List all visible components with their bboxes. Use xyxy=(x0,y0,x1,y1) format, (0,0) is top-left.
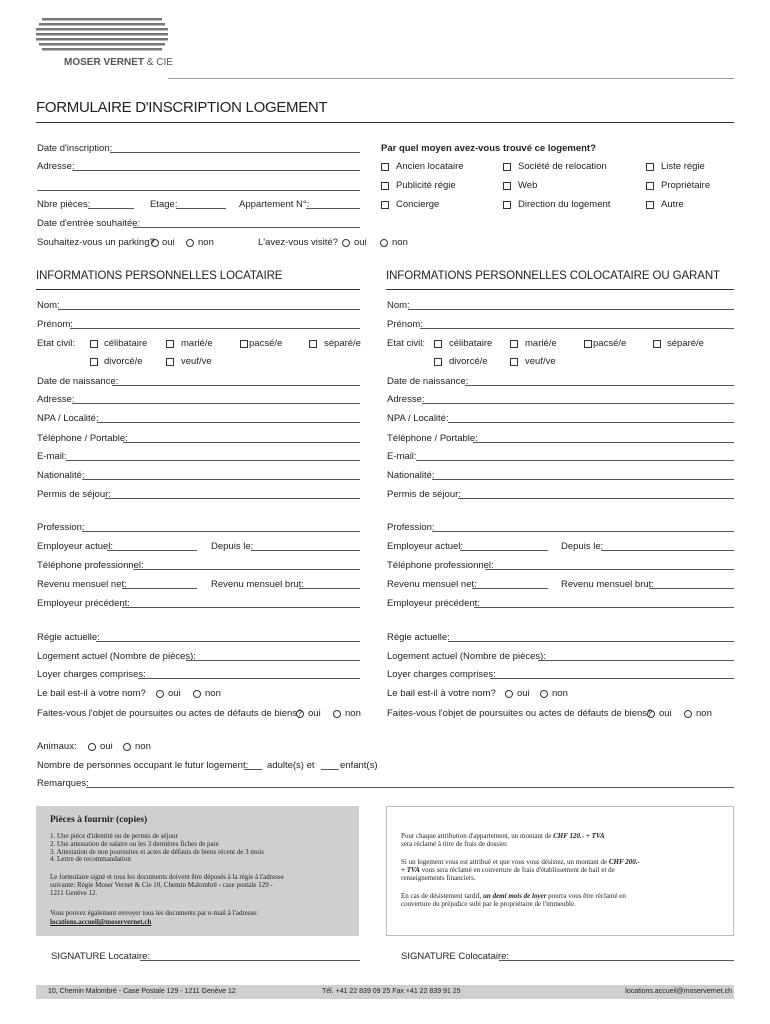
loc-npa-label: NPA / Localité: xyxy=(37,413,99,424)
col-employeur-precedent-field[interactable] xyxy=(474,607,734,608)
loc-employeur-actuel-label: Employeur actuel: xyxy=(37,541,114,552)
col-pacse-checkbox[interactable] xyxy=(584,340,592,348)
footer-email[interactable]: locations.accueil@moservernet.ch xyxy=(625,988,732,995)
loc-bail-oui-label: oui xyxy=(168,688,181,699)
colocataire-header: INFORMATIONS PERSONNELLES COLOCATAIRE OU GARANT xyxy=(386,270,720,282)
enfants-label: enfant(s) xyxy=(340,760,378,771)
loc-etat-option: divorcé/e xyxy=(104,356,143,367)
pieces-para-line: 1211 Genève 12. xyxy=(50,888,98,897)
date-inscription-field[interactable] xyxy=(110,152,360,153)
col-profession-label: Profession: xyxy=(387,522,435,533)
pieces-email-paragraph xyxy=(50,909,258,927)
nbre-pieces-field[interactable] xyxy=(88,208,134,209)
loc-permis-label: Permis de séjour: xyxy=(37,489,111,500)
col-date-naissance-field[interactable] xyxy=(465,385,734,386)
frais-p3-amount: un demi mois de loyer xyxy=(483,892,547,900)
col-logement-field[interactable] xyxy=(538,660,734,661)
adresse-field-2[interactable] xyxy=(37,190,360,191)
nombre-personnes-label: Nombre de personnes occupant le futur logement: xyxy=(37,760,249,771)
loc-poursuites-non-label: non xyxy=(345,708,361,719)
loc-bail-non-label: non xyxy=(205,688,221,699)
loc-prenom-field[interactable] xyxy=(70,328,360,329)
loc-divorce-checkbox[interactable] xyxy=(90,358,98,366)
col-revenu-net-field[interactable] xyxy=(472,588,548,589)
visite-question: L'avez-vous visité? xyxy=(258,237,338,248)
loc-logement-label: Logement actuel (Nombre de pièces): xyxy=(37,651,196,662)
loc-nom-label: Nom: xyxy=(37,300,60,311)
col-email-label: E-mail: xyxy=(387,451,417,462)
signature-locataire-label: SIGNATURE Locataire: xyxy=(51,951,151,962)
parking-oui-label: oui xyxy=(162,237,175,248)
col-loyer-label: Loyer charges comprises: xyxy=(387,669,496,680)
col-permis-field[interactable] xyxy=(458,498,734,499)
visite-oui-radio[interactable] xyxy=(342,239,350,247)
col-prenom-label: Prénom: xyxy=(387,319,423,330)
page-title: FORMULAIRE D'INSCRIPTION LOGEMENT xyxy=(36,99,328,116)
source-option: Autre xyxy=(661,199,684,210)
col-poursuites-oui-label: oui xyxy=(659,708,672,719)
col-bail-oui-label: oui xyxy=(517,688,530,699)
loc-tel-pro-label: Téléphone professionnel: xyxy=(37,560,144,571)
pieces-email-link[interactable]: locations.accueil@moservernet.ch xyxy=(50,918,152,926)
col-nom-label: Nom: xyxy=(387,300,410,311)
loc-depuis-field[interactable] xyxy=(251,550,360,551)
loc-logement-field[interactable] xyxy=(186,660,360,661)
visite-oui-label: oui xyxy=(354,237,367,248)
signature-locataire-field[interactable] xyxy=(140,960,360,961)
header-rule xyxy=(168,78,734,79)
loc-veuf-checkbox[interactable] xyxy=(166,358,174,366)
frais-p3 xyxy=(401,893,626,909)
frais-p3-line2: couverture du préjudice subi par le propriétaire de l'immeuble. xyxy=(401,899,576,908)
pieces-box xyxy=(36,806,359,936)
source-option: Web xyxy=(518,180,538,191)
col-celibataire-checkbox[interactable] xyxy=(434,340,442,348)
frais-p1-amount: CHF 120.- + TVA xyxy=(553,832,605,840)
col-nationalite-field[interactable] xyxy=(432,479,734,480)
loc-celibataire-checkbox[interactable] xyxy=(90,340,98,348)
loc-etat-option: marié/e xyxy=(181,338,213,349)
loc-bail-question: Le bail est-il à votre nom? xyxy=(37,688,146,699)
col-permis-label: Permis de séjour: xyxy=(387,489,461,500)
etage-label: Etage: xyxy=(150,199,178,210)
source-societe-relocation-checkbox[interactable] xyxy=(503,163,511,171)
loc-regie-label: Régie actuelle: xyxy=(37,632,100,643)
loc-permis-field[interactable] xyxy=(105,498,360,499)
etage-field[interactable] xyxy=(176,208,226,209)
loc-profession-label: Profession: xyxy=(37,522,85,533)
source-autre-checkbox[interactable] xyxy=(646,201,654,209)
frais-p1-line2: sera réclamé à titre de frais de dossier. xyxy=(401,839,508,848)
col-nationalite-label: Nationalité: xyxy=(387,470,435,481)
loc-date-naissance-label: Date de naissance: xyxy=(37,376,119,387)
col-etat-option: séparé/e xyxy=(667,338,704,349)
pieces-item: 3. Attestation de non poursuites et actes de défauts de biens récent de 3 mois xyxy=(50,847,265,856)
footer-phone: Tél. +41 22 839 09 25 Fax +41 22 839 91 25 xyxy=(322,988,461,995)
loc-employeur-actuel-field[interactable] xyxy=(107,550,197,551)
loc-revenu-brut-label: Revenu mensuel brut: xyxy=(211,579,304,590)
col-poursuites-non-radio[interactable] xyxy=(684,710,692,718)
col-revenu-net-label: Revenu mensuel net: xyxy=(387,579,477,590)
loc-poursuites-non-radio[interactable] xyxy=(333,710,341,718)
loc-etat-option: séparé/e xyxy=(324,338,361,349)
col-telephone-label: Téléphone / Portable: xyxy=(387,433,478,444)
visite-non-radio[interactable] xyxy=(380,239,388,247)
parking-oui-radio[interactable] xyxy=(151,239,159,247)
loc-telephone-field[interactable] xyxy=(123,442,360,443)
loc-employeur-precedent-label: Employeur précédent: xyxy=(37,598,130,609)
locataire-header-rule xyxy=(36,289,360,290)
col-etat-option: célibataire xyxy=(449,338,493,349)
source-option: Publicité régie xyxy=(396,180,456,191)
animaux-non-label: non xyxy=(135,741,151,752)
animaux-oui-label: oui xyxy=(100,741,113,752)
loc-poursuites-oui-label: oui xyxy=(308,708,321,719)
col-etat-option: pacsé/e xyxy=(593,338,627,349)
col-divorce-checkbox[interactable] xyxy=(434,358,442,366)
col-bail-question: Le bail est-il à votre nom? xyxy=(387,688,496,699)
loc-separe-checkbox[interactable] xyxy=(309,340,317,348)
col-regie-field[interactable] xyxy=(448,641,734,642)
loc-nationalite-field[interactable] xyxy=(82,479,360,480)
remarques-field[interactable] xyxy=(86,787,734,788)
loc-etat-civil-label: Etat civil: xyxy=(37,338,76,349)
appartement-label: Appartement N°: xyxy=(239,199,310,210)
col-etat-option: veuf/ve xyxy=(525,356,556,367)
loc-poursuites-question: Faites-vous l'objet de poursuites ou actes de défauts de biens? xyxy=(37,708,303,719)
pieces-item: 2. Une attestation de salaire ou les 3 dernières fiches de paie xyxy=(50,839,219,848)
source-question: Par quel moyen avez-vous trouvé ce logement? xyxy=(381,143,596,154)
loc-email-field[interactable] xyxy=(66,460,360,461)
col-email-field[interactable] xyxy=(416,460,734,461)
loc-revenu-net-field[interactable] xyxy=(122,588,197,589)
pieces-item: 4. Lettre de recommandation xyxy=(50,855,131,864)
col-npa-label: NPA / Localité: xyxy=(387,413,449,424)
loc-pacse-checkbox[interactable] xyxy=(240,340,248,348)
logo-brand: MOSER VERNET xyxy=(64,57,145,68)
date-inscription-label: Date d'inscription: xyxy=(37,143,113,154)
col-poursuites-oui-radio[interactable] xyxy=(647,710,655,718)
loc-loyer-field[interactable] xyxy=(138,678,360,679)
loc-prenom-label: Prénom: xyxy=(37,319,73,330)
col-telephone-field[interactable] xyxy=(473,442,734,443)
pieces-item: 1. Une pièce d'identité ou de permis de séjour xyxy=(50,832,178,840)
loc-revenu-net-label: Revenu mensuel net: xyxy=(37,579,127,590)
adresse-field[interactable] xyxy=(72,170,360,171)
col-marie-checkbox[interactable] xyxy=(510,340,518,348)
loc-telephone-label: Téléphone / Portable: xyxy=(37,433,128,444)
loc-profession-field[interactable] xyxy=(82,531,360,532)
source-option: Liste régie xyxy=(661,161,705,172)
pieces-paragraph xyxy=(50,874,284,897)
loc-nom-field[interactable] xyxy=(58,309,360,310)
col-revenu-brut-label: Revenu mensuel brut: xyxy=(561,579,654,590)
date-entree-label: Date d'entrée souhaitée: xyxy=(37,218,141,229)
appartement-field[interactable] xyxy=(306,208,360,209)
adultes-label: adulte(s) et xyxy=(267,760,315,771)
col-depuis-field[interactable] xyxy=(601,550,734,551)
loc-employeur-precedent-field[interactable] xyxy=(122,607,360,608)
footer-bar xyxy=(36,985,734,999)
loc-adresse-label: Adresse: xyxy=(37,394,75,405)
col-logement-label: Logement actuel (Nombre de pièces): xyxy=(387,651,546,662)
source-proprietaire-checkbox[interactable] xyxy=(646,182,654,190)
col-employeur-actuel-field[interactable] xyxy=(460,550,548,551)
pieces-para-line: suivante: Régie Moser Vernet & Cie 10, Chemin Malombré - case postale 129 - xyxy=(50,880,273,889)
loc-date-naissance-field[interactable] xyxy=(112,385,360,386)
col-poursuites-non-label: non xyxy=(696,708,712,719)
source-option: Concierge xyxy=(396,199,440,210)
pieces-para-line: Le formulaire signé et tous les documents doivent être déposés à la régie à l'adresse xyxy=(50,873,284,881)
loc-etat-option: célibataire xyxy=(104,338,148,349)
col-poursuites-question: Faites-vous l'objet de poursuites ou actes de défauts de biens? xyxy=(387,708,653,719)
col-adresse-field[interactable] xyxy=(422,403,734,404)
pieces-title: Pièces à fournir (copies) xyxy=(50,815,148,825)
col-profession-field[interactable] xyxy=(432,531,734,532)
col-employeur-precedent-label: Employeur précédent: xyxy=(387,598,480,609)
parking-question: Souhaitez-vous un parking? xyxy=(37,237,155,248)
logo-stripes-icon xyxy=(36,18,168,54)
col-etat-option: marié/e xyxy=(525,338,557,349)
loc-email-label: E-mail: xyxy=(37,451,67,462)
col-npa-field[interactable] xyxy=(448,422,734,423)
animaux-label: Animaux: xyxy=(37,741,77,752)
frais-p1 xyxy=(401,833,605,849)
logo-text xyxy=(64,57,173,69)
col-regie-label: Régie actuelle: xyxy=(387,632,450,643)
loc-bail-non-radio[interactable] xyxy=(193,690,201,698)
logo-suffix: & CIE xyxy=(146,57,173,68)
col-separe-checkbox[interactable] xyxy=(653,340,661,348)
col-bail-non-radio[interactable] xyxy=(540,690,548,698)
source-publicite-regie-checkbox[interactable] xyxy=(381,182,389,190)
frais-p2-tva: + TVA xyxy=(401,865,420,874)
source-option: Société de relocation xyxy=(518,161,607,172)
loc-nationalite-label: Nationalité: xyxy=(37,470,85,481)
nbre-pieces-label: Nbre pièces: xyxy=(37,199,91,210)
source-direction-logement-checkbox[interactable] xyxy=(503,201,511,209)
footer-address: 10, Chemin Malombré - Case Postale 129 - 1211 Genève 12 xyxy=(48,988,236,995)
frais-p3-text: En cas de désistement tardif, xyxy=(401,892,484,900)
frais-p2 xyxy=(401,859,640,882)
col-adresse-label: Adresse: xyxy=(387,394,425,405)
col-bail-non-label: non xyxy=(552,688,568,699)
col-date-naissance-label: Date de naissance: xyxy=(387,376,469,387)
col-employeur-actuel-label: Employeur actuel: xyxy=(387,541,464,552)
col-depuis-label: Depuis le: xyxy=(561,541,604,552)
col-revenu-brut-field[interactable] xyxy=(649,588,734,589)
loc-revenu-brut-field[interactable] xyxy=(299,588,360,589)
signature-colocataire-label: SIGNATURE Colocataire: xyxy=(401,951,510,962)
loc-tel-pro-field[interactable] xyxy=(133,569,360,570)
date-entree-field[interactable] xyxy=(133,227,360,228)
colocataire-header-rule xyxy=(386,289,734,290)
visite-non-label: non xyxy=(392,237,408,248)
animaux-oui-radio[interactable] xyxy=(88,743,96,751)
frais-p3-text-b: pourra vous être réclamé en xyxy=(546,892,626,900)
signature-colocataire-field[interactable] xyxy=(499,960,734,961)
enfants-field[interactable] xyxy=(321,769,339,770)
adultes-field[interactable] xyxy=(244,769,262,770)
col-bail-oui-radio[interactable] xyxy=(505,690,513,698)
col-tel-pro-label: Téléphone professionnel: xyxy=(387,560,494,571)
source-option: Direction du logement xyxy=(518,199,611,210)
frais-p2-line3: renseignements financiers. xyxy=(401,873,476,882)
source-concierge-checkbox[interactable] xyxy=(381,201,389,209)
frais-p2-text: Si un logement vous est attribué et que vous vous désistez, un montant de xyxy=(401,858,609,866)
source-option: Propriétaire xyxy=(661,180,711,191)
loc-npa-field[interactable] xyxy=(97,422,360,423)
col-etat-civil-label: Etat civil: xyxy=(387,338,426,349)
col-veuf-checkbox[interactable] xyxy=(510,358,518,366)
loc-etat-option: pacsé/e xyxy=(249,338,283,349)
col-prenom-field[interactable] xyxy=(420,328,734,329)
col-nom-field[interactable] xyxy=(408,309,734,310)
adresse-label: Adresse: xyxy=(37,161,75,172)
loc-depuis-label: Depuis le: xyxy=(211,541,254,552)
loc-etat-option: veuf/ve xyxy=(181,356,212,367)
frais-p1-text: Pour chaque attribution d'appartement, un montant de xyxy=(401,832,554,840)
pieces-para2: Vous pouvez également envoyer tous les documents par e-mail à l'adresse: xyxy=(50,909,259,917)
col-etat-option: divorcé/e xyxy=(449,356,488,367)
frais-p2-line2: vous sera réclamé en couverture de frais d'établissement de bail et de xyxy=(419,865,615,874)
loc-adresse-field[interactable] xyxy=(72,403,360,404)
col-loyer-field[interactable] xyxy=(490,678,734,679)
locataire-header: INFORMATIONS PERSONNELLES LOCATAIRE xyxy=(36,270,283,282)
source-web-checkbox[interactable] xyxy=(503,182,511,190)
parking-non-radio[interactable] xyxy=(186,239,194,247)
col-tel-pro-field[interactable] xyxy=(485,569,734,570)
loc-marie-checkbox[interactable] xyxy=(166,340,174,348)
frais-box xyxy=(386,806,734,936)
loc-poursuites-oui-radio[interactable] xyxy=(296,710,304,718)
parking-non-label: non xyxy=(198,237,214,248)
source-ancien-locataire-checkbox[interactable] xyxy=(381,163,389,171)
source-liste-regie-checkbox[interactable] xyxy=(646,163,654,171)
remarques-label: Remarques: xyxy=(37,778,89,789)
animaux-non-radio[interactable] xyxy=(123,743,131,751)
pieces-list xyxy=(50,833,264,864)
loc-bail-oui-radio[interactable] xyxy=(156,690,164,698)
frais-p2-amount: CHF 200.- xyxy=(608,858,640,866)
title-rule xyxy=(36,122,734,123)
source-option: Ancien locataire xyxy=(396,161,464,172)
loc-regie-field[interactable] xyxy=(96,641,360,642)
loc-loyer-label: Loyer charges comprises: xyxy=(37,669,146,680)
